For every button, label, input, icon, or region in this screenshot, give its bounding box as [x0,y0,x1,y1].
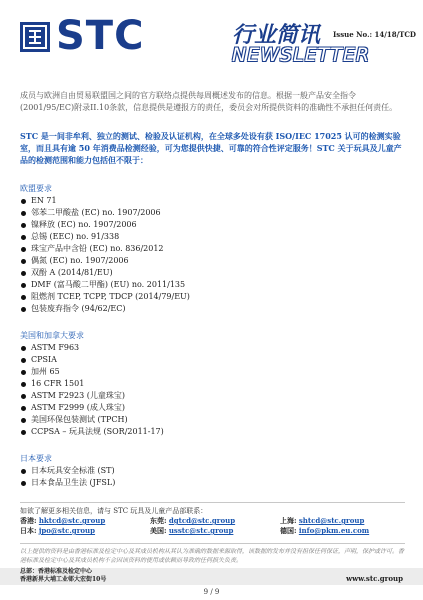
stc-logo-icon [20,22,50,52]
list-item: EN 71 [20,195,405,207]
contact-intro: 如欲了解更多相关信息，请与 STC 玩具及儿童产品部联系： [20,507,208,515]
contact-hongkong [20,516,150,526]
list-item: 包装废弃指令 (94/62/EC) [20,303,405,315]
contact-label: 美国: [150,526,167,535]
intro-paragraph: 成员与欧洲自由贸易联盟国之间的官方联络点提供每周概述发布的信息。根据一般产品安全指令(2001/95/EC)附录II.10条款，信息提供是遵报方的责任，委员会对所提供资料的准确性不承担任何责任。 [20,91,398,112]
header [0,0,423,70]
contact-grid [20,516,405,536]
email-link[interactable]: hktcd@stc.group [38,516,106,525]
logo-text: STC [56,13,145,59]
section-title-japan: 日本要求 [20,454,52,463]
section-title-us-canada: 美国和加拿大要求 [20,331,84,340]
newsletter-title-cn: 行业简讯 [232,23,321,48]
list-item: CPSIA [20,354,405,366]
list-item: 双酚 A (2014/81/EU) [20,267,405,279]
footer-hq: 总部：香港标准及检定中心 [20,568,93,575]
list-item: 加州 65 [20,366,405,378]
stc-highlight-paragraph: STC 是一间非牟利、独立的测试、检验及认证机构，在全球多处设有获 ISO/IEC 17025 认可的检测实验室，而且具有逾 50 年消费品检测经验，可为您提供快捷、可靠的符合性评定服务！STC 关于玩具及儿童产品的检测范围和能力包括但不限于： [20,131,402,165]
list-item: 美国环保包装测试 (TPCH) [20,414,405,426]
section-title-eu: 欧盟要求 [20,184,52,193]
eu-requirements-list [20,195,405,315]
newsletter-title-en: NEWSLETTER [232,44,371,66]
footer-website[interactable]: www.stc.group [346,574,403,583]
contact-germany [280,526,405,536]
contact-label: 东莞: [150,516,167,525]
issue-number: Issue No.: 14/18/TCD [333,30,416,39]
email-link[interactable]: info@pkm.eu.com [298,526,370,535]
japan-requirements-list [20,465,405,489]
list-item: ASTM F2999 (成人珠宝) [20,402,405,414]
contact-japan [20,526,150,536]
list-item: CCPSA – 玩具法规 (SOR/2011-17) [20,426,405,438]
list-item: ASTM F963 [20,342,405,354]
list-item: ASTM F2923 (儿童珠宝) [20,390,405,402]
us-canada-requirements-list [20,342,405,438]
email-link[interactable]: jpo@stc.group [38,526,96,535]
list-item: 日本食品卫生法 (JFSL) [20,477,405,489]
email-link[interactable]: dgtcd@stc.group [168,516,236,525]
list-item: 日本玩具安全标准 (ST) [20,465,405,477]
list-item: 珠宝产品中含铅 (EC) no. 836/2012 [20,243,405,255]
email-link[interactable]: usstc@stc.group [168,526,234,535]
list-item: 邻苯二甲酸盐 (EC) no. 1907/2006 [20,207,405,219]
page-number: 9 / 9 [203,588,220,596]
disclaimer: 以上提供的资料是由香港标准及检定中心及其成员机构从其认为准确的数据来源取得，该数据的发布并没有担保任何保证，声明，保护或许可。香港标准及检定中心及其成员机构不会因该资料的使用或依赖而导致的任何损失负责。 [20,543,405,565]
footer-address [20,568,106,584]
list-item: 总锡 (EEC) no. 91/338 [20,231,405,243]
footer-address-line: 香港新界大埔工业邨大宏街10号 [20,576,107,583]
contact-label: 德国: [280,526,297,535]
list-item: 阻燃剂 TCEP, TCPP, TDCP (2014/79/EU) [20,291,405,303]
list-item: 镍释放 (EC) no. 1907/2006 [20,219,405,231]
list-item: DMF (富马酸二甲酯) (EU) no. 2011/135 [20,279,405,291]
main-content [20,90,405,503]
list-item: 偶氮 (EC) no. 1907/2006 [20,255,405,267]
contact-label: 上海: [280,516,297,525]
list-item: 16 CFR 1501 [20,378,405,390]
email-link[interactable]: shtcd@stc.group [298,516,365,525]
contact-section [20,502,405,536]
contact-shanghai [280,516,405,526]
contact-usa [150,526,280,536]
contact-label: 日本: [20,526,37,535]
contact-label: 香港: [20,516,37,525]
contact-dongguan [150,516,280,526]
